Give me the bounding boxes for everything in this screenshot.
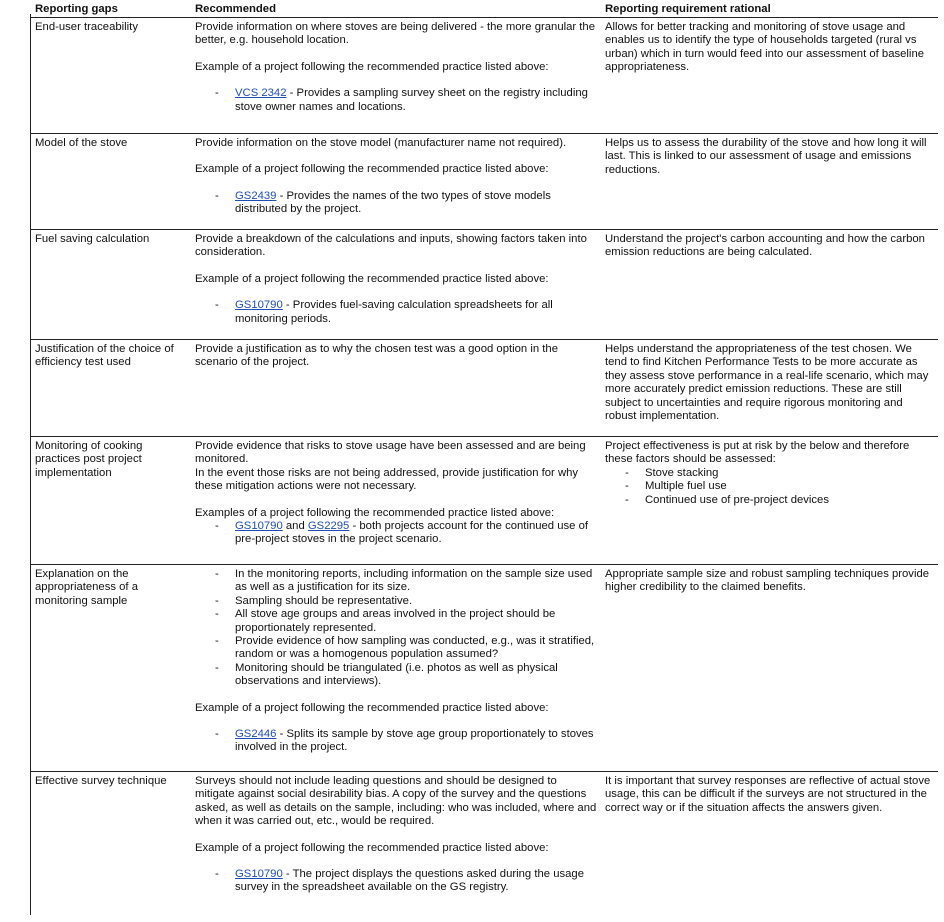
table-row xyxy=(31,134,938,230)
example-item xyxy=(195,728,597,755)
project-link-2[interactable]: GS2295 xyxy=(307,520,350,533)
project-link[interactable]: VCS 2342 xyxy=(235,87,287,100)
rational-cell: Appropriate sample size and robust sampling techniques provide higher credibility to the claimed benefits. xyxy=(601,565,938,772)
recommended-cell xyxy=(191,230,601,340)
recommended-cell xyxy=(191,437,601,565)
example-text: - both projects account for the continued use of pre-project stoves in the project scenario. xyxy=(235,520,588,546)
rational-cell: It is important that survey responses are reflective of actual stove usage, this can be difficult if the surveys are not structured in the correct way or if the situation affects the answers given. xyxy=(601,772,938,922)
example-item xyxy=(195,868,597,895)
header-reporting-gaps: Reporting gaps xyxy=(31,0,191,18)
example-text: - Provides the names of the two types of stove models distributed by the project. xyxy=(235,189,551,216)
example-text: - Provides a sampling survey sheet on the registry including stove owner names and locations. xyxy=(235,87,588,113)
example-intro: Example of a project following the recommended practice listed above: xyxy=(195,701,549,714)
gap-cell: Explanation on the appropriateness of a monitoring sample xyxy=(31,565,191,772)
example-text: - Splits its sample by stove age group proportionately to stoves involved in the project. xyxy=(235,728,594,754)
reporting-table xyxy=(31,0,938,922)
table-header-row xyxy=(31,0,938,18)
recommendation-text: Provide evidence that risks to stove usage have been assessed and are being monitored. xyxy=(195,440,586,466)
project-link[interactable]: GS2446 xyxy=(235,728,277,741)
recommendation-text: Surveys should not include leading questions and should be designed to mitigate against social desirability bias. A copy of the survey and the questions asked, as well as details on the sample, including: who was included, where and when it was carried out, etc., would be required. xyxy=(195,775,597,828)
rational-cell: Helps understand the appropriateness of the test chosen. We tend to find Kitchen Performance Tests to be more accurate as they assess stove performance in a real-life scenario, which may more accurately predict emission reductions. These are still subject to uncertainties and require rigorous monitoring and robust implementation. xyxy=(601,340,938,437)
recommendation-text-2: In the event those risks are not being addressed, provide justification for why these mitigation actions were not necessary. xyxy=(195,466,579,493)
project-link[interactable]: GS10790 xyxy=(235,868,283,881)
list-item: - All stove age groups and areas involved in the project should be proportionately represented. xyxy=(195,608,597,635)
example-item xyxy=(195,190,597,217)
list-item: - Continued use of pre-project devices xyxy=(605,494,934,507)
project-link[interactable]: GS2439 xyxy=(235,189,277,202)
example-item xyxy=(195,299,597,326)
gap-cell: Justification of the choice of efficiency test used xyxy=(31,340,191,437)
example-text: - Provides fuel-saving calculation spreadsheets for all monitoring periods. xyxy=(235,299,553,325)
recommendation-text: Provide a justification as to why the chosen test was a good option in the scenario of the project. xyxy=(195,343,558,369)
table-row xyxy=(31,437,938,565)
list-item: - Provide evidence of how sampling was conducted, e.g., was it stratified, random or was a homogenous population assumed? xyxy=(195,635,597,662)
example-and: and xyxy=(282,520,308,533)
project-link[interactable]: GS10790 xyxy=(235,520,283,533)
header-rational: Reporting requirement rational xyxy=(601,0,938,18)
gap-cell: Monitoring of cooking practices post project implementation xyxy=(31,437,191,565)
sampling-list xyxy=(195,568,597,689)
rational-cell: Understand the project's carbon accounting and how the carbon emission reductions are being calculated. xyxy=(601,230,938,340)
project-link[interactable]: GS10790 xyxy=(235,299,283,312)
table-row xyxy=(31,772,938,922)
table-row xyxy=(31,230,938,340)
example-intro: Example of a project following the recommended practice listed above: xyxy=(195,841,549,854)
example-intro: Example of a project following the recommended practice listed above: xyxy=(195,163,549,176)
rational-cell: Helps us to assess the durability of the stove and how long it will last. This is linked to our assessment of usage and emissions reductions. xyxy=(601,134,938,230)
rational-cell: Allows for better tracking and monitoring of stove usage and enables us to identify the type of households targeted (rural vs urban) which in turn would feed into our assessment of baseline appropriateness. xyxy=(605,21,925,74)
examples-intro: Examples of a project following the recommended practice listed above: xyxy=(195,506,555,519)
table-row xyxy=(31,18,938,134)
recommended-cell xyxy=(191,340,601,437)
rational-text: Project effectiveness is put at risk by the below and therefore these factors should be assessed: xyxy=(605,440,910,466)
rational-cell xyxy=(601,437,938,565)
gap-cell: End-user traceability xyxy=(35,21,138,33)
example-intro: Example of a project following the recommended practice listed above: xyxy=(195,60,549,73)
list-item: - Multiple fuel use xyxy=(605,480,934,493)
example-text: - The project displays the questions asked during the usage survey in the spreadsheet available on the GS registry. xyxy=(235,868,584,894)
gap-cell: Model of the stove xyxy=(31,134,191,230)
recommendation-text: Provide a breakdown of the calculations and inputs, showing factors taken into consideration. xyxy=(195,233,587,259)
gap-cell: Fuel saving calculation xyxy=(31,230,191,340)
recommendation-text: Provide information on the stove model (manufacturer name not required). xyxy=(195,137,567,149)
gap-cell: Effective survey technique xyxy=(31,772,191,922)
table-row xyxy=(31,565,938,772)
list-item: - In the monitoring reports, including information on the sample size used as well as a justification for its size. xyxy=(195,568,597,595)
recommended-cell xyxy=(191,772,601,922)
list-item: - Stove stacking xyxy=(605,467,934,480)
example-intro: Example of a project following the recommended practice listed above: xyxy=(195,272,549,285)
example-item xyxy=(195,87,597,114)
recommendation-text: Provide information on where stoves are being delivered - the more granular the better, e.g. household location. xyxy=(195,21,596,47)
list-item: - Sampling should be representative. xyxy=(195,595,597,608)
example-item xyxy=(195,520,597,547)
recommended-cell xyxy=(191,134,601,230)
table-row xyxy=(31,340,938,437)
list-item: - Monitoring should be triangulated (i.e. photos as well as physical observations and interviews). xyxy=(195,662,597,689)
recommended-cell xyxy=(191,565,601,772)
recommended-cell xyxy=(191,18,601,134)
header-recommended: Recommended xyxy=(191,0,601,18)
risk-factor-list xyxy=(605,467,934,507)
